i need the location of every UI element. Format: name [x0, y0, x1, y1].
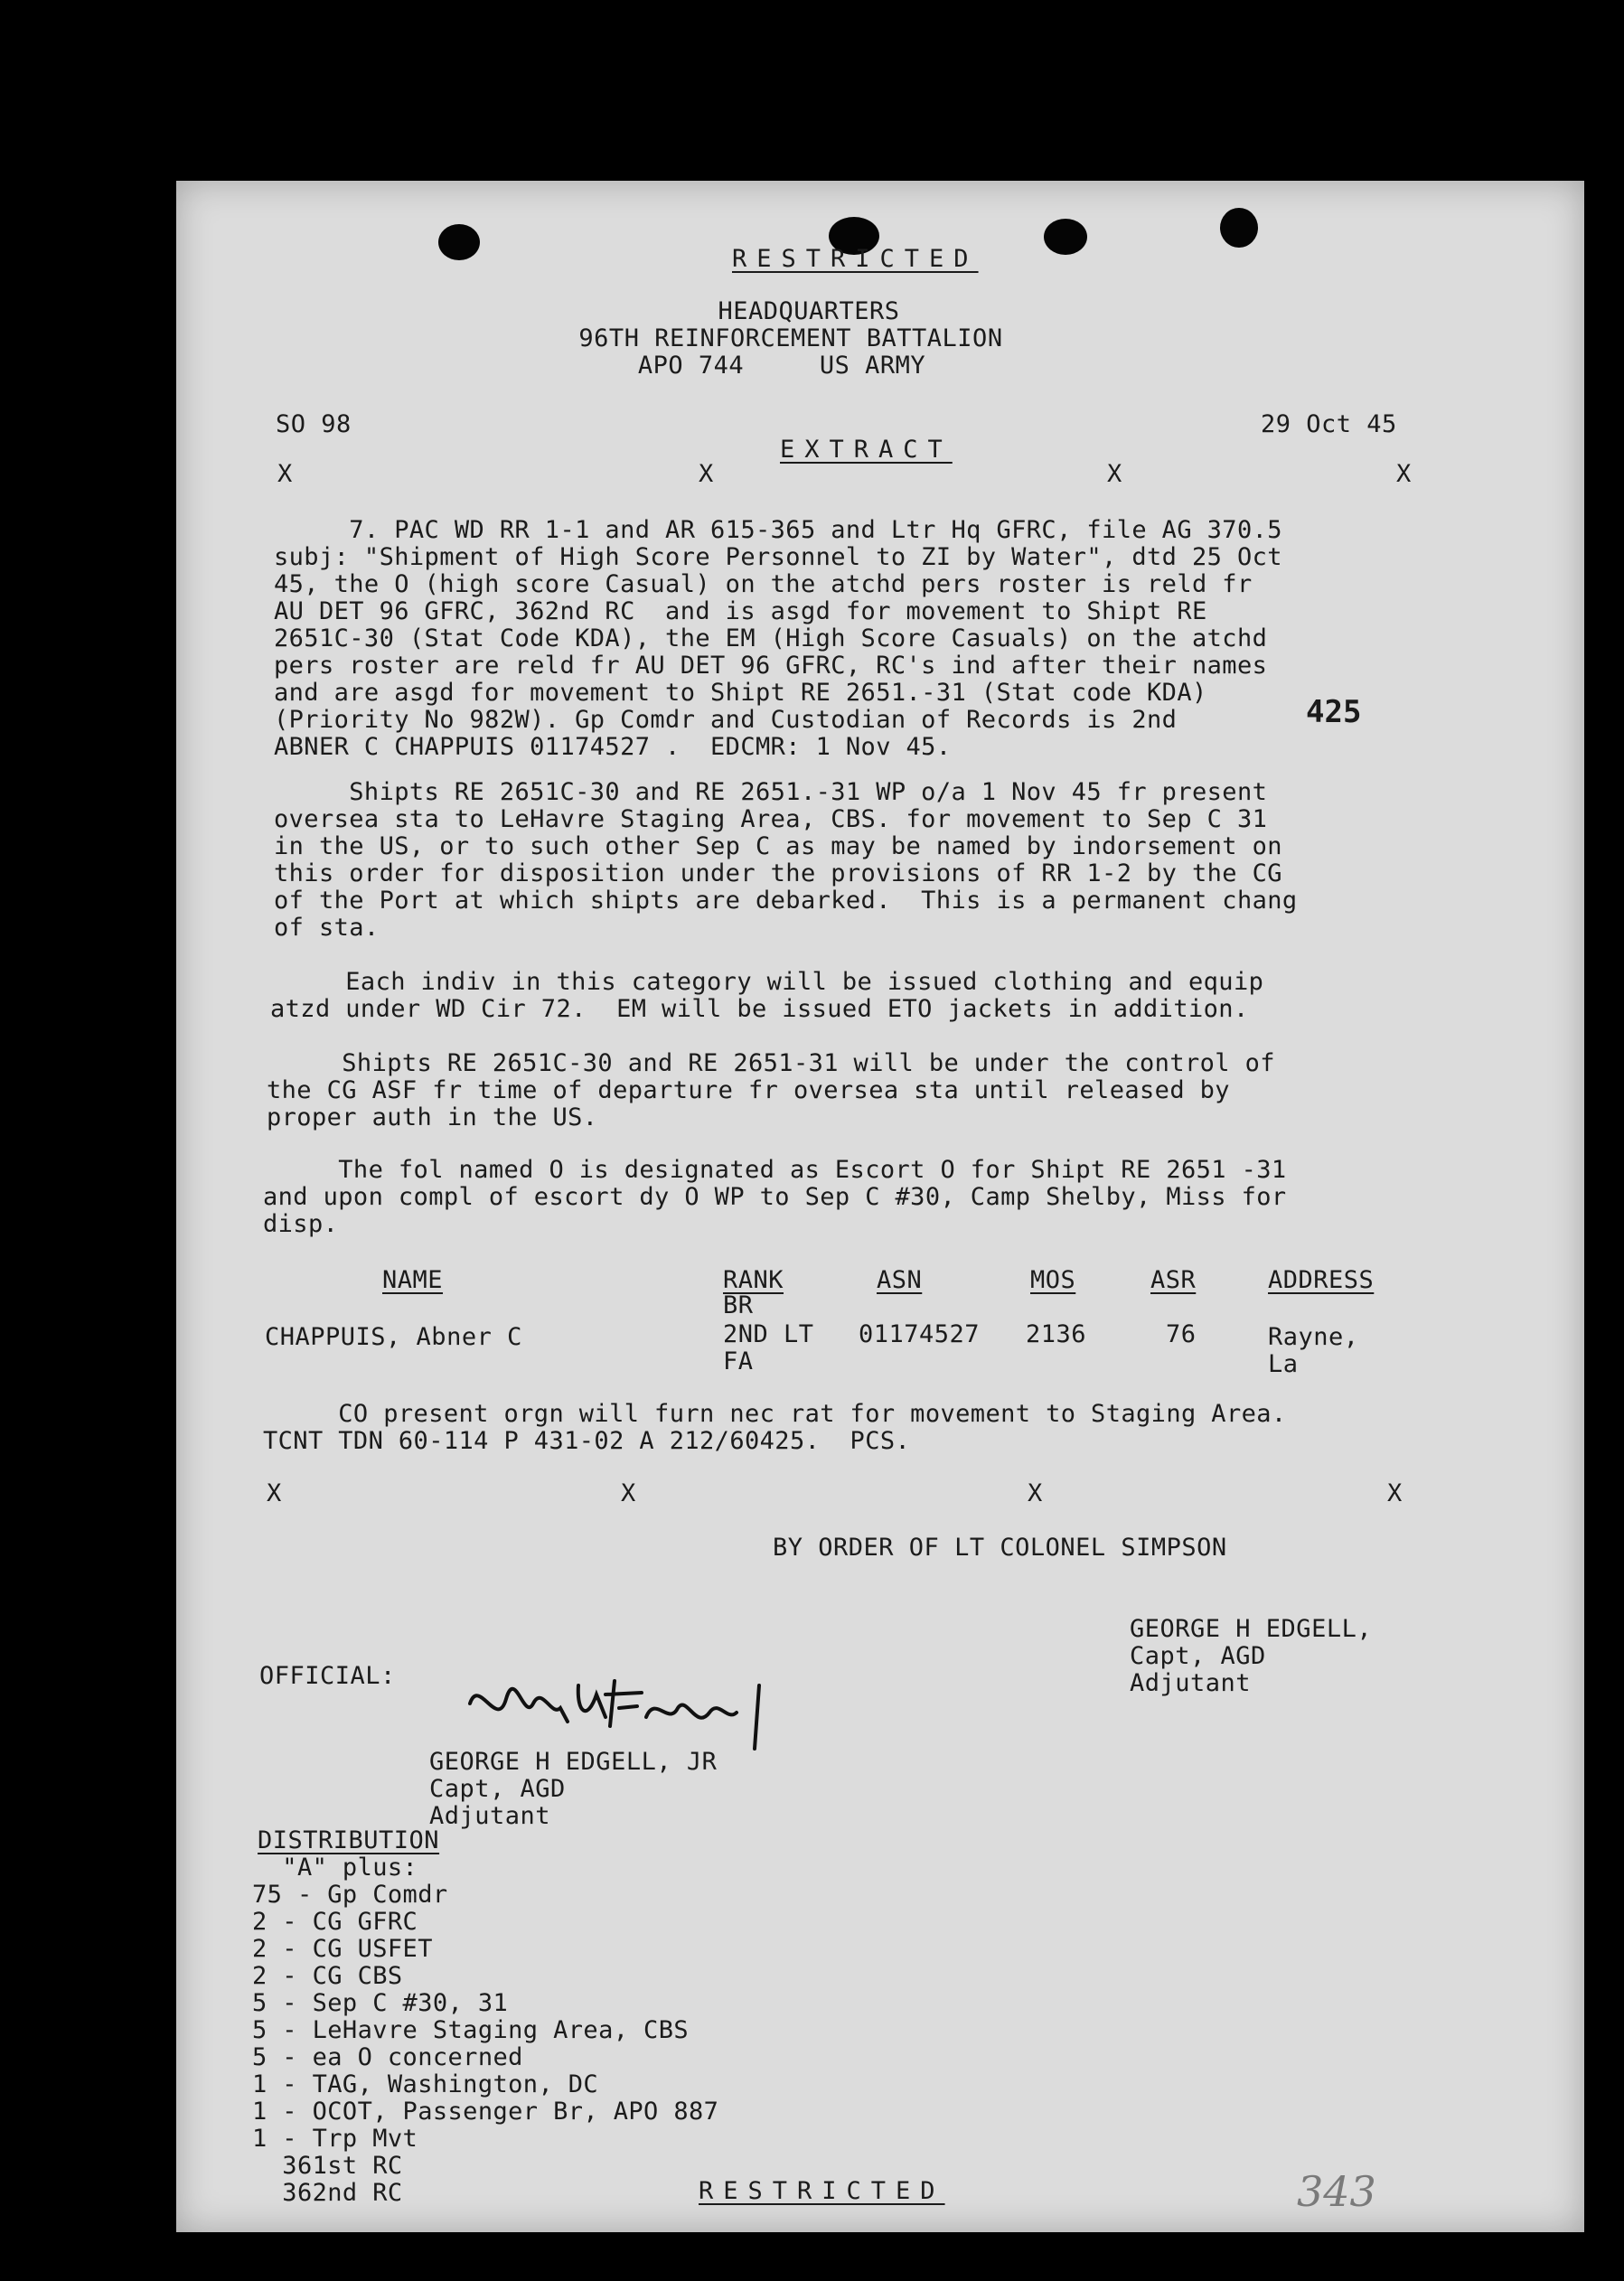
distribution-item: 1 - OCOT, Passenger Br, APO 887	[252, 2098, 719, 2126]
text-line: of sta.	[274, 914, 380, 942]
text-line: disp.	[263, 1210, 339, 1238]
commander-title: Adjutant	[1130, 1669, 1252, 1697]
text-line: proper auth in the US.	[267, 1103, 598, 1131]
order-number: SO 98	[276, 410, 352, 438]
roster-name: CHAPPUIS, Abner C	[265, 1323, 522, 1351]
official-label: OFFICIAL:	[259, 1662, 396, 1690]
text-line: CO present orgn will furn nec rat for movement to Staging Area.	[263, 1400, 1287, 1428]
distribution-item: 2 - CG USFET	[252, 1935, 433, 1963]
col-header-mos: MOS	[1030, 1266, 1076, 1294]
text-line: Shipts RE 2651C-30 and RE 2651-31 will be under the control of	[267, 1049, 1275, 1077]
separator-mark: X	[1107, 460, 1122, 488]
classification-bottom: RESTRICTED	[699, 2177, 945, 2205]
col-header-asr: ASR	[1150, 1266, 1197, 1294]
distribution-item: "A" plus:	[252, 1854, 418, 1882]
classification-top: RESTRICTED	[732, 245, 979, 273]
distribution-item: 2 - CG GFRC	[252, 1908, 418, 1936]
roster-address-line-1: Rayne,	[1268, 1323, 1359, 1351]
roster-asn: 01174527	[859, 1320, 981, 1348]
col-header-rank: RANK	[723, 1266, 784, 1294]
paragraph-escort	[263, 1157, 1287, 1238]
extract-label: EXTRACT	[780, 436, 953, 464]
separator-mark: X	[621, 1479, 636, 1507]
col-header-address: ADDRESS	[1268, 1266, 1375, 1294]
distribution-item: 5 - Sep C #30, 31	[252, 1989, 509, 2017]
separator-mark: X	[699, 460, 714, 488]
text-line: atzd under WD Cir 72. EM will be issued ETO jackets in addition.	[270, 995, 1249, 1023]
text-line: in the US, or to such other Sep C as may be named by indorsement on	[274, 832, 1282, 860]
distribution-item: 1 - Trp Mvt	[252, 2125, 418, 2153]
hq-line-1: HEADQUARTERS	[718, 297, 900, 325]
punch-hole	[1044, 219, 1087, 255]
hq-line-2: 96TH REINFORCEMENT BATTALION	[578, 324, 1003, 352]
separator-mark: X	[1387, 1479, 1403, 1507]
text-line: Each indiv in this category will be issued clothing and equip	[270, 968, 1264, 996]
separator-mark: X	[277, 460, 293, 488]
distribution-item: 5 - ea O concerned	[252, 2043, 523, 2071]
col-header-name: NAME	[382, 1266, 444, 1294]
official-name: GEORGE H EDGELL, JR	[429, 1748, 718, 1776]
paragraph-shipment	[274, 779, 1298, 942]
order-date: 29 Oct 45	[1261, 410, 1397, 438]
col-header-asn: ASN	[877, 1266, 923, 1294]
official-title: Adjutant	[429, 1802, 551, 1830]
text-line: TCNT TDN 60-114 P 431-02 A 212/60425. PCS.	[263, 1427, 911, 1455]
hq-line-3: APO 744 US ARMY	[637, 352, 926, 380]
distribution-item: 361st RC	[252, 2152, 403, 2180]
roster-asr: 76	[1166, 1320, 1197, 1348]
text-line: 45, the O (high score Casual) on the atchd pers roster is reld fr	[274, 570, 1253, 598]
paragraph-7	[274, 517, 1282, 761]
distribution-item: 2 - CG CBS	[252, 1962, 403, 1990]
paragraph-control	[267, 1050, 1275, 1131]
text-line: of the Port at which shipts are debarked. This is a permanent chang	[274, 887, 1298, 915]
distribution-item: 75 - Gp Comdr	[252, 1881, 448, 1909]
text-line: 7. PAC WD RR 1-1 and AR 615-365 and Ltr Hq GFRC, file AG 370.5	[274, 516, 1282, 544]
distribution-title: DISTRIBUTION	[258, 1826, 440, 1854]
text-line: and are asgd for movement to Shipt RE 2651.-31 (Stat code KDA)	[274, 679, 1207, 707]
text-line: Shipts RE 2651C-30 and RE 2651.-31 WP o/a 1 Nov 45 fr present	[274, 778, 1268, 806]
paragraph-rations	[263, 1401, 1287, 1455]
punch-hole	[1220, 208, 1258, 248]
text-line: this order for disposition under the provisions of RR 1-2 by the CG	[274, 859, 1282, 887]
roster-rank: 2ND LT	[723, 1320, 814, 1348]
commander-name: GEORGE H EDGELL,	[1130, 1615, 1373, 1643]
roster-address-line-2: La	[1268, 1350, 1299, 1378]
text-line: (Priority No 982W). Gp Comdr and Custodian of Records is 2nd	[274, 706, 1178, 734]
page-number: 343	[1297, 2167, 1376, 2216]
commander-rank: Capt, AGD	[1130, 1642, 1266, 1670]
distribution-item: 1 - TAG, Washington, DC	[252, 2070, 599, 2098]
roster-mos: 2136	[1026, 1320, 1087, 1348]
text-line: subj: "Shipment of High Score Personnel to ZI by Water", dtd 25 Oct	[274, 543, 1282, 571]
punch-hole	[438, 224, 480, 260]
separator-mark: X	[267, 1479, 282, 1507]
distribution-item: 5 - LeHavre Staging Area, CBS	[252, 2016, 690, 2044]
text-line: and upon compl of escort dy O WP to Sep C #30, Camp Shelby, Miss for	[263, 1183, 1287, 1211]
text-line: pers roster are reld fr AU DET 96 GFRC, RC's ind after their names	[274, 652, 1268, 680]
col-header-branch: BR	[723, 1291, 754, 1319]
distribution-item: 362nd RC	[252, 2179, 403, 2207]
roster-branch: FA	[723, 1347, 754, 1375]
paragraph-clothing	[270, 969, 1263, 1023]
separator-mark: X	[1028, 1479, 1043, 1507]
separator-mark: X	[1396, 460, 1412, 488]
text-line: 2651C-30 (Stat Code KDA), the EM (High Score Casuals) on the atchd	[274, 624, 1268, 652]
by-order-line: BY ORDER OF LT COLONEL SIMPSON	[773, 1534, 1227, 1562]
text-line: the CG ASF fr time of departure fr oversea sta until released by	[267, 1076, 1230, 1104]
text-line: AU DET 96 GFRC, 362nd RC and is asgd for movement to Shipt RE	[274, 597, 1207, 625]
text-line: ABNER C CHAPPUIS 01174527 . EDCMR: 1 Nov 45.	[274, 733, 952, 761]
text-line: The fol named O is designated as Escort O for Shipt RE 2651 -31	[263, 1156, 1287, 1184]
document-page	[176, 181, 1584, 2232]
distribution-list	[252, 1854, 718, 2207]
text-line: oversea sta to LeHavre Staging Area, CBS. for movement to Sep C 31	[274, 805, 1268, 833]
margin-number: 425	[1306, 694, 1362, 730]
official-rank: Capt, AGD	[429, 1775, 566, 1803]
